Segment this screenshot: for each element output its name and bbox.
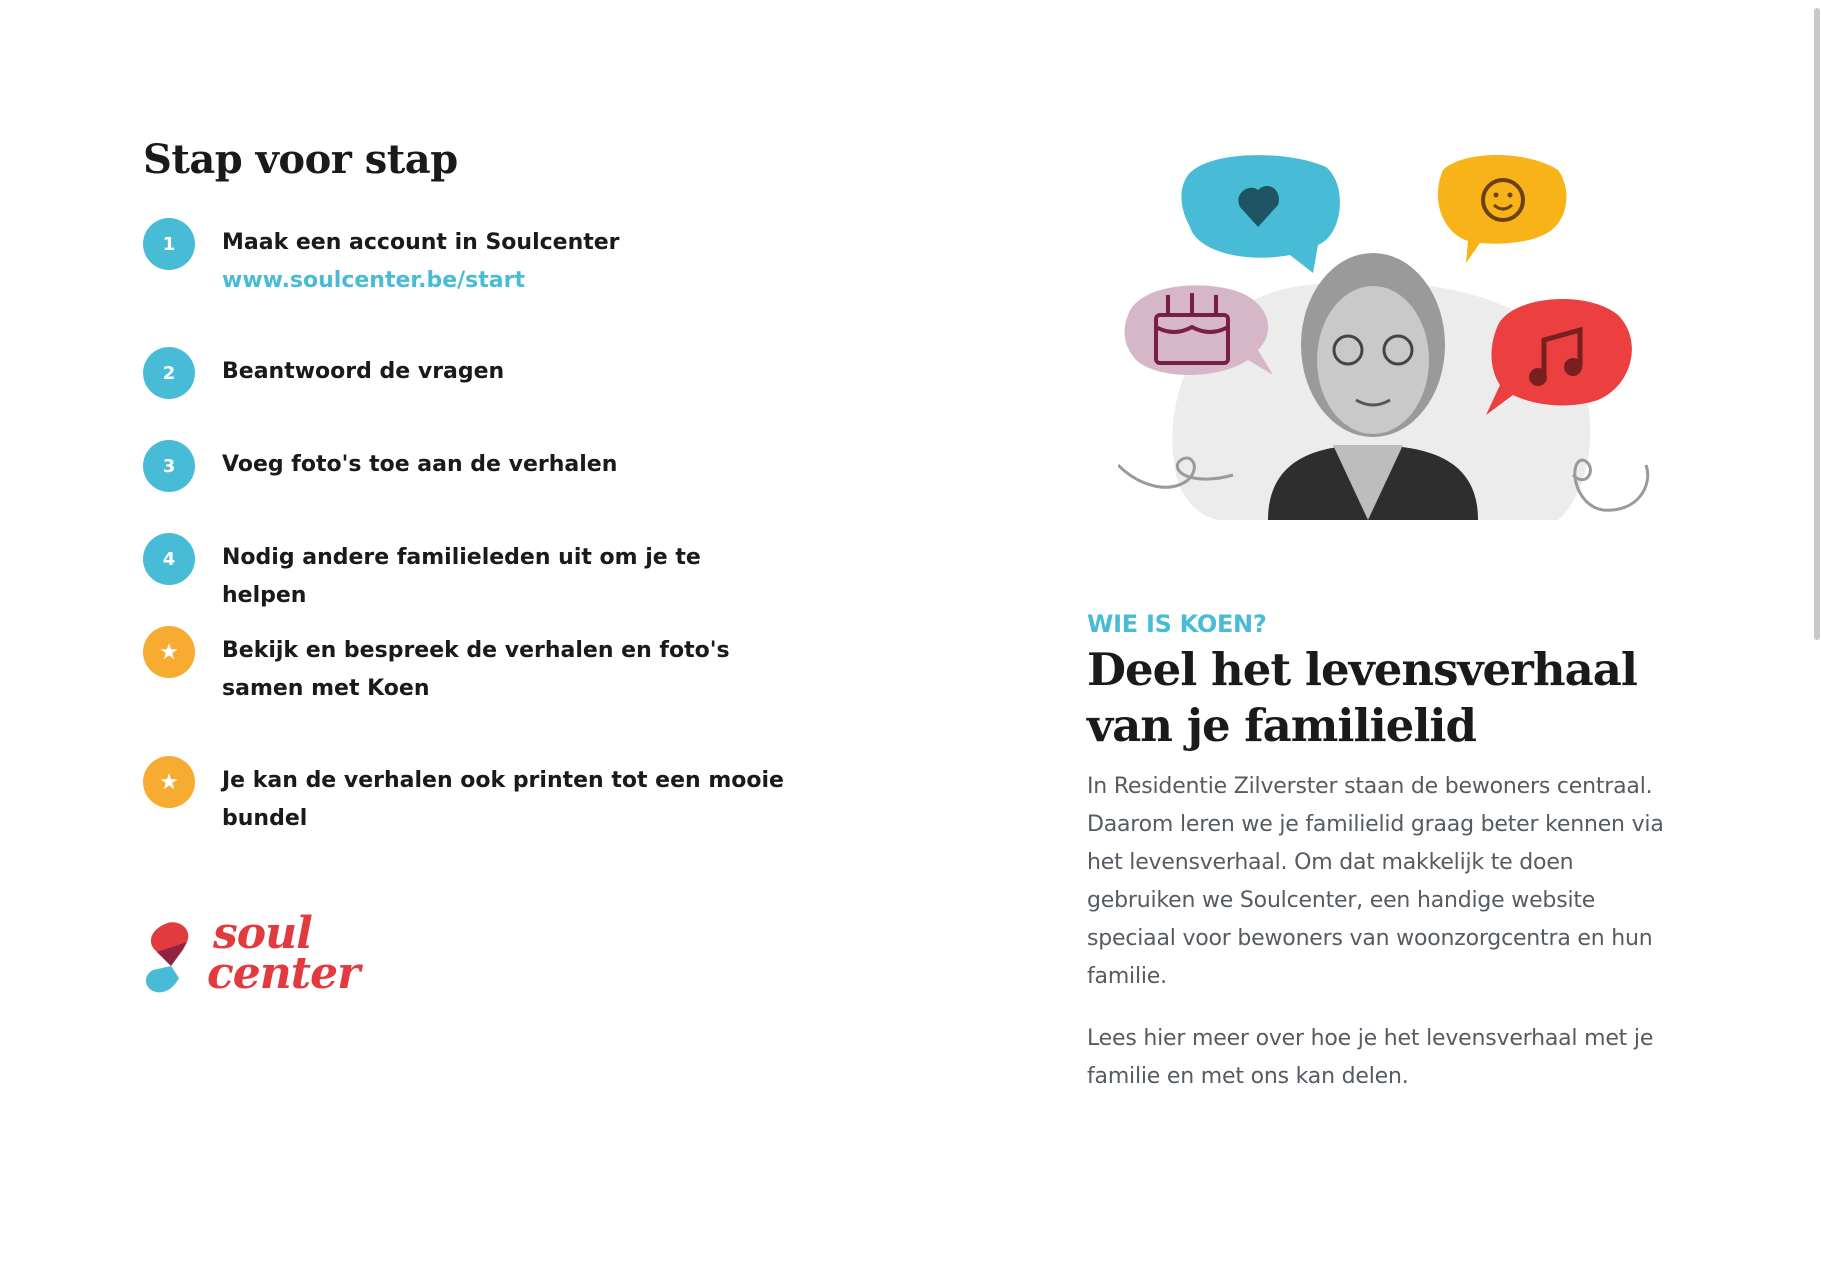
intro-paragraph-2: Lees hier meer over hoe je het levensverhaal met je familie en met ons kan delen.	[1087, 1026, 1654, 1089]
step-label: Je kan de verhalen ook printen tot een mooie bundel	[222, 768, 784, 831]
cake-bubble	[1124, 285, 1273, 375]
star-icon: ★	[143, 756, 195, 808]
step-label: Beantwoord de vragen	[222, 359, 505, 384]
soulcenter-start-link[interactable]: www.soulcenter.be/start	[222, 268, 525, 293]
elderly-woman-illustration	[1118, 145, 1670, 535]
intro-section	[1087, 606, 1687, 1120]
logo-wordmark: soul center	[207, 908, 360, 999]
step-text	[222, 224, 792, 300]
music-bubble	[1486, 299, 1632, 415]
step-label: Voeg foto's toe aan de verhalen	[222, 452, 618, 477]
star-icon: ★	[143, 626, 195, 678]
steps-title: Stap voor stap	[143, 136, 458, 183]
step-badge: 1	[143, 218, 195, 270]
intro-eyebrow: WIE IS KOEN?	[1087, 610, 1267, 638]
heart-bubble	[1181, 155, 1340, 273]
step-label: Nodig andere familieleden uit om je te helpen	[222, 545, 701, 608]
soulcenter-logo	[143, 908, 383, 1004]
intro-paragraph-1: In Residentie Zilverster staan de bewoners centraal. Daarom leren we je familielid graag beter kennen via het levensverhaal. Om dat makkelijk te doen gebruiken we Soulcenter, een handige website speciaal voor bewoners van woonzorgcentra en hun familie.	[1087, 774, 1664, 989]
step-label: Bekijk en bespreek de verhalen en foto's samen met Koen	[222, 638, 730, 701]
step-badge: 3	[143, 440, 195, 492]
sun-bubble	[1438, 155, 1567, 263]
step-label: Maak een account in Soulcenter	[222, 230, 620, 255]
step-badge: 4	[143, 533, 195, 585]
steps-section	[143, 136, 783, 184]
scrollbar-thumb[interactable]	[1814, 8, 1820, 640]
step-badge: 2	[143, 347, 195, 399]
intro-headline: Deel het levensverhaal van je familielid	[1087, 643, 1638, 752]
page-scrollbar[interactable]	[1813, 0, 1821, 1284]
heart-logo-icon	[143, 920, 203, 1000]
